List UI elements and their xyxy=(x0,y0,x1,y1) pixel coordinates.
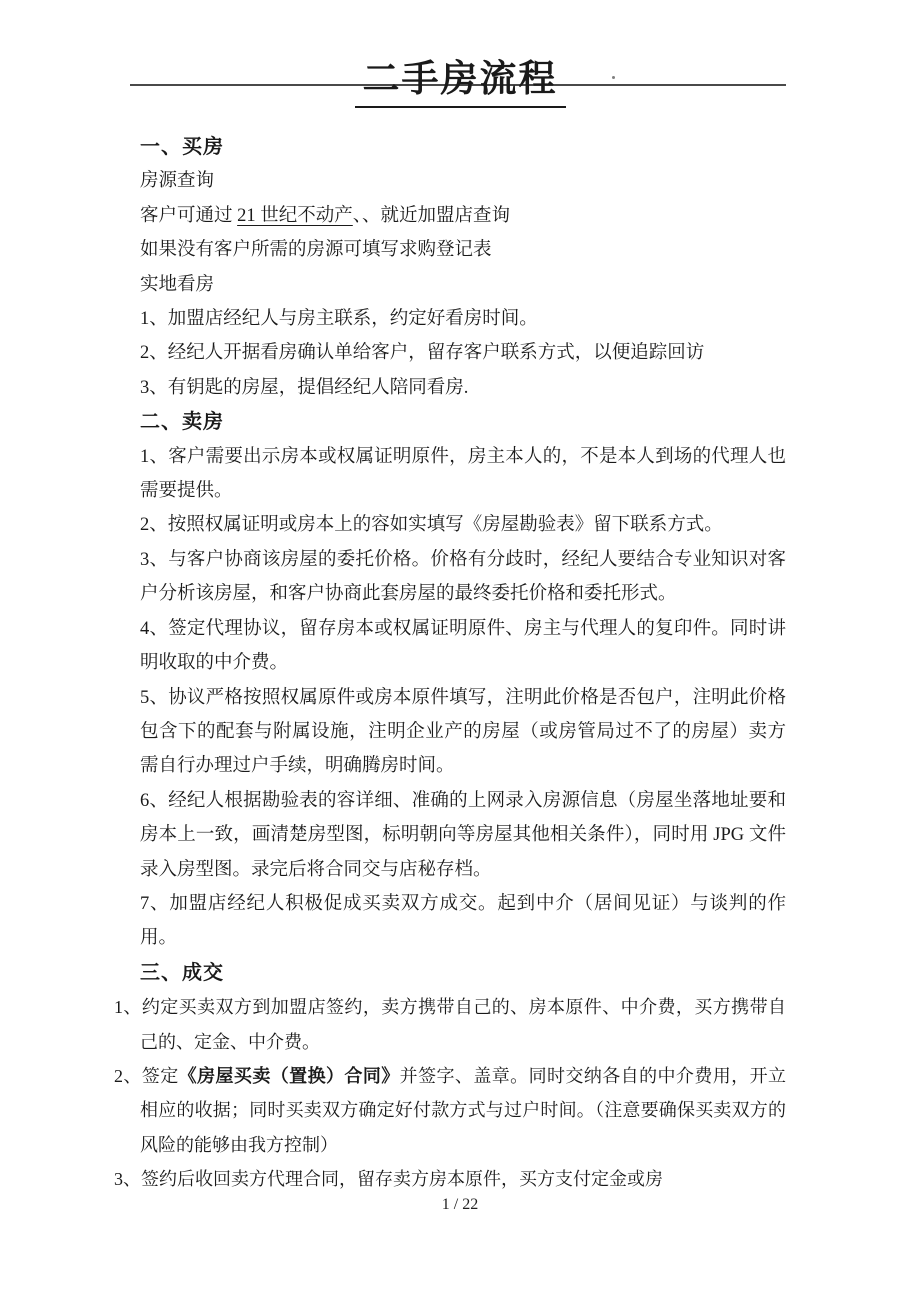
section-heading-sell: 二、卖房 xyxy=(140,411,224,434)
text-segment: 、、就近加盟店查询 xyxy=(352,205,511,226)
underlined-text: 21 世纪不动产 xyxy=(237,205,353,226)
list-item: 1、约定买卖双方到加盟店签约，卖方携带自己的、房本原件、中介费，买方携带自己的、定金、中介费。 xyxy=(114,997,786,1052)
page-number: 1 / 22 xyxy=(441,1196,479,1213)
section-heading-deal: 三、成交 xyxy=(140,961,224,984)
sub-heading-site-visit: 实地看房 xyxy=(140,274,215,295)
paragraph-query-channels xyxy=(140,199,786,233)
list-item xyxy=(114,1059,787,1162)
list-item: 4、签定代理协议，留存房本或权属证明原件、房主与代理人的复印件。同时讲明收取的中介费。 xyxy=(140,618,786,674)
list-item: 7、加盟店经纪人积极促成买卖双方成交。起到中介（居间见证）与谈判的作用。 xyxy=(140,893,786,949)
list-item: 2、经纪人开据看房确认单给客户，留存客户联系方式，以便追踪回访 xyxy=(140,343,705,364)
list-item: 5、协议严格按照权属原件或房本原件填写，注明此价格是否包户，注明此价格包含下的配套与附属设施，注明企业产的房屋（或房管局过不了的房屋）卖方需自行办理过户手续，明确腾房时间。 xyxy=(140,687,786,777)
document-title: 二手房流程 xyxy=(355,56,566,108)
list-item: 3、有钥匙的房屋，提倡经纪人陪同看房. xyxy=(140,377,469,398)
paragraph-register-form: 如果没有客户所需的房源可填写求购登记表 xyxy=(140,240,492,261)
list-item: 1、客户需要出示房本或权属证明原件，房主本人的，不是本人到场的代理人也需要提供。 xyxy=(140,446,786,502)
document-body xyxy=(114,130,787,1197)
list-item: 1、加盟店经纪人与房主联系，约定好看房时间。 xyxy=(140,309,538,330)
page-footer xyxy=(0,1196,920,1214)
text-segment: 客户可通过 xyxy=(140,205,238,226)
list-item: 3、与客户协商该房屋的委托价格。价格有分歧时，经纪人要结合专业知识对客户分析该房屋，和客户协商此套房屋的最终委托价格和委托形式。 xyxy=(140,549,786,605)
list-item: 3、签约后收回卖方代理合同，留存卖方房本原件，买方支付定金或房 xyxy=(114,1169,663,1190)
text-segment: 并签字、盖章。同时交纳各自的中介费用，开立相应的收据；同时买卖双方确定好付款方式与过户时间。（注意要确保买卖双方的风险的能够由我方控制） xyxy=(140,1065,787,1155)
title-row xyxy=(0,56,920,108)
sub-heading-listing-query: 房源查询 xyxy=(140,171,215,192)
text-segment: 2、签定 xyxy=(114,1065,179,1086)
bold-contract-name: 《房屋买卖（置换）合同》 xyxy=(178,1065,400,1086)
list-item: 6、经纪人根据勘验表的容详细、准确的上网录入房源信息（房屋坐落地址要和房本上一致，画清楚房型图，标明朝向等房屋其他相关条件），同时用 JPG 文件录入房型图。录完后将合同交与店秘存档。 xyxy=(140,790,786,880)
section-heading-buy: 一、买房 xyxy=(140,136,224,158)
list-item: 2、按照权属证明或房本上的容如实填写《房屋勘验表》留下联系方式。 xyxy=(140,515,723,536)
